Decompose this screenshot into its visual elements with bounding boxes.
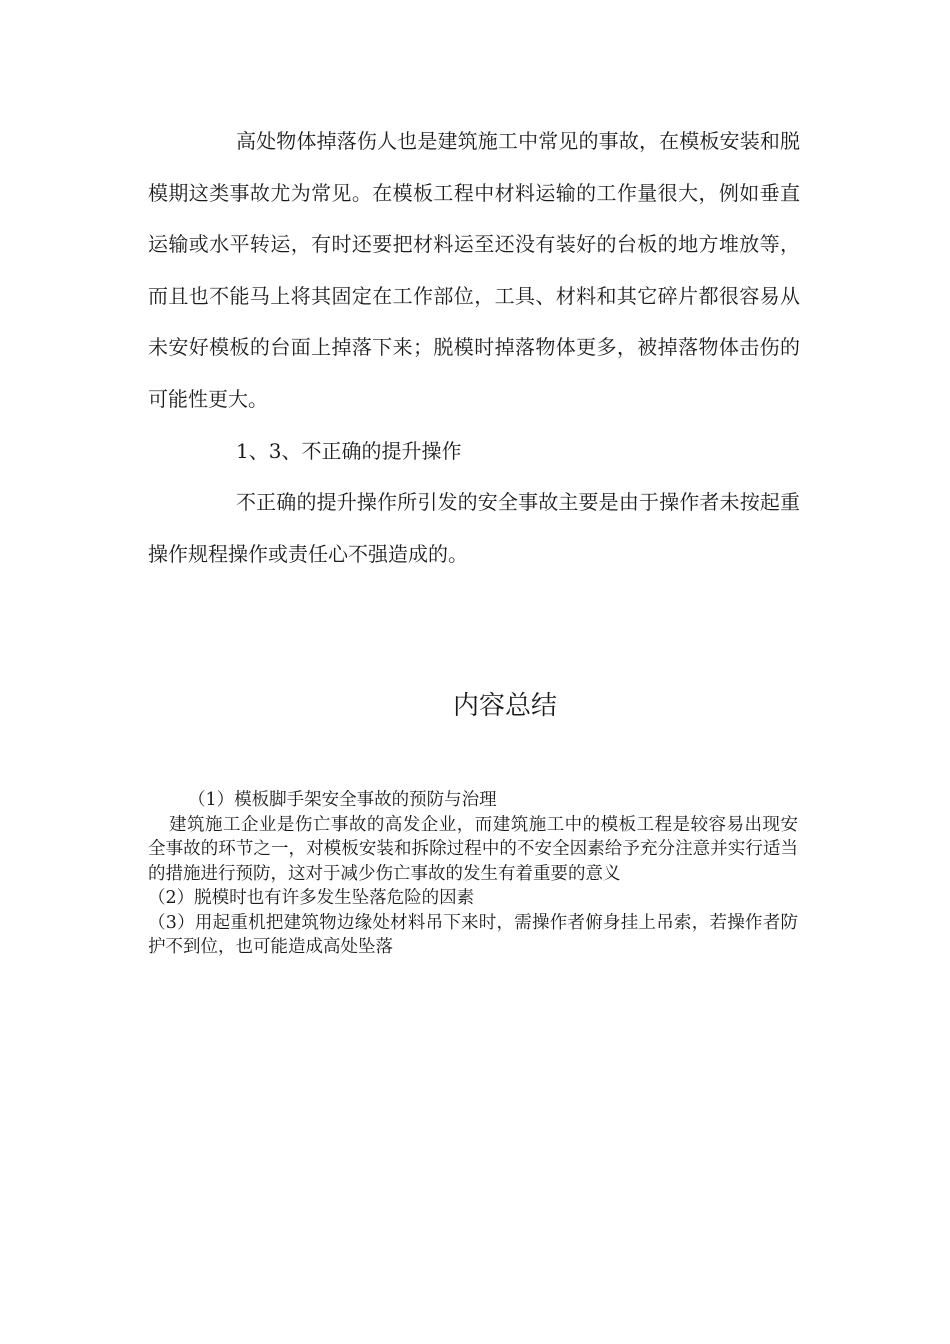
summary-line-1: （1）模板脚手架安全事故的预防与治理 xyxy=(188,790,497,810)
section-heading-lifting: 1、3、不正确的提升操作 xyxy=(236,438,462,463)
summary-line-2: 建筑施工企业是伤亡事故的高发企业，而建筑施工中的模板工程是较容易出现安全事故的环节之一，对模板安装和拆除过程中的不安全因素给予充分注意并实行适当的措施进行预防，这对于减少伤亡事故的发生有着重要的意义 xyxy=(148,814,798,884)
paragraph-falling-objects: 高处物体掉落伤人也是建筑施工中常见的事故，在模板安装和脱模期这类事故尤为常见。在模板工程中材料运输的工作量很大，例如垂直运输或水平转运，有时还要把材料运至还没有装好的台板的地方堆放等，而且也不能马上将其固定在工作部位，工具、材料和其它碎片都很容易从未安好模板的台面上掉落下来；脱模时掉落物体更多，被掉落物体击伤的可能性更大。 xyxy=(148,129,800,411)
summary-line-3: （2）脱模时也有许多发生坠落危险的因素 xyxy=(148,888,475,908)
body-text xyxy=(148,116,800,580)
summary-title: 内容总结 xyxy=(452,691,557,721)
summary-section xyxy=(148,788,798,960)
summary-line-4: （3）用起重机把建筑物边缘处材料吊下来时，需操作者俯身挂上吊索，若操作者防护不到位，也可能造成高处坠落 xyxy=(148,912,798,957)
paragraph-lifting: 不正确的提升操作所引发的安全事故主要是由于操作者未按起重操作规程操作或责任心不强造成的。 xyxy=(148,490,800,566)
